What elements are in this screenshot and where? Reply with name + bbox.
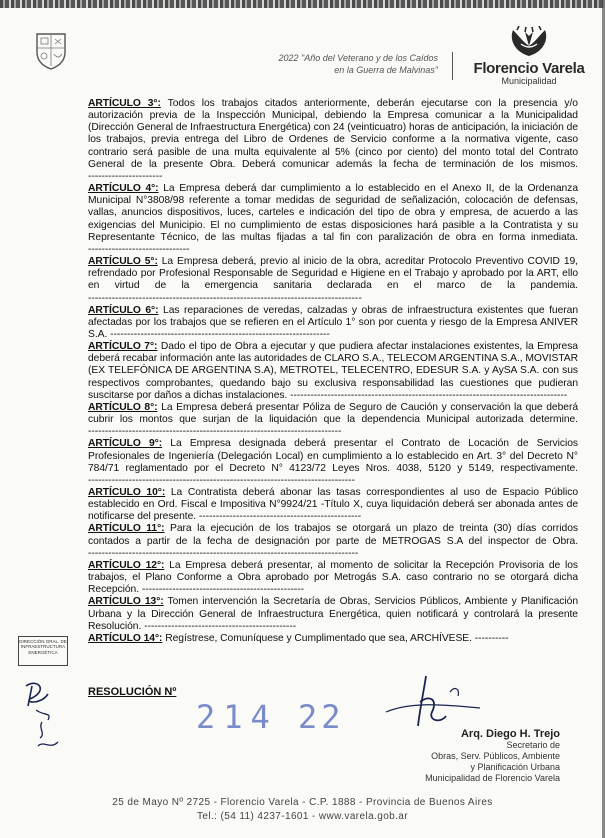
article-label: ARTÍCULO 7°: <box>88 341 158 353</box>
footer-contact: Tel.: (54 11) 4237-1601 - www.varela.gob.ar <box>196 811 408 822</box>
header-motto <box>248 52 438 76</box>
article-text: La Empresa deberá presentar, al momento de solicitar la Recepción Provisoria de los trabajos, el Plano Conforme a Obra aprobado por Metrogás S.A. caso contrario no se otorgará dicha Recepción. <box>88 559 579 596</box>
motto-line-1: 2022 "Año del Veterano y de los Caídos <box>278 53 438 63</box>
article-label: ARTÍCULO 6°: <box>88 304 159 316</box>
article-dash-fill: --------------------------------------------------------------------------------- <box>88 292 362 304</box>
article-label: ARTÍCULO 3°: <box>88 98 161 109</box>
municipal-brand <box>464 26 594 86</box>
article-label: ARTÍCULO 5°: <box>88 256 158 268</box>
flower-logo-icon <box>501 26 557 58</box>
article-label: ARTÍCULO 8°: <box>88 401 158 413</box>
article-label: ARTÍCULO 11°: <box>88 523 165 535</box>
signer-block <box>360 728 560 784</box>
handwritten-initials-icon <box>18 676 78 756</box>
article-dash-fill: ---------------------- <box>88 170 163 182</box>
article-text: La Empresa deberá dar cumplimiento a lo establecido en el Anexo II, de la Ordenanza Municipal N°3808/98 referente a tomar medidas de seguridad de señalización, colocación de defensas, vallas, anuncios dispositivos, luces, carteles e indicación del tipo de obra y empresa, de acuerdo a las exigencias del Municipio. El no cumplimiento de estas disposiciones hará pasible a la Contratista y su Representante Técnico, de las multas fijadas a tal fin con paralización de obra en forma inmediata. <box>88 183 579 243</box>
article-text: Todos los trabajos citados anteriormente, deberán ejecutarse con la presencia y/o autorización previa de la Inspección Municipal, debiendo la Empresa comunicar a la Municipalidad (Dirección General de Infraestructura Energética) con 24 (veinticuatro) horas de anticipación, la iniciación de los trabajos, previa entrega del Libro de Ordenes de Servicio conforme a la normativa vigente, caso contrario será pasible de una multa equivalente al 5% (cinco por ciento) del monto total del Contrato General de la presente Obra. Deberá comunicar además la fecha de terminación de los mismos. <box>88 98 578 170</box>
article-dash-fill: ------------------------------ <box>88 243 190 255</box>
brand-subtitle: Municipalidad <box>501 76 557 86</box>
footer-address: 25 de Mayo Nº 2725 - Florencio Varela - C.P. 1888 - Provincia de Buenos Aires <box>112 797 493 808</box>
article-label: ARTÍCULO 9°: <box>88 438 163 450</box>
article-text: Dado el tipo de Obra a ejecutar y que pudiera afectar instalaciones existentes, la Empresa deberá recabar información ante las autoridades de CLARO S.A., TELECOM ARGENTINA S.A., MOVISTAR (EX TELEFÓNICA DE ARGENTINA S.A), METROTEL, TELECENTRO, EDESUR S.A. y AySA S.A. con sus respectivos comprobantes, quedando bajo su exclusiva responsabilidad las cuestiones que pudieran suscitarse por daños a dichas instalaciones. <box>88 341 578 401</box>
scan-edge-top <box>0 0 605 8</box>
signer-role-line: y Planificación Urbana <box>470 762 560 772</box>
resolution-year-stamp: 22 <box>298 698 345 736</box>
coat-of-arms-icon <box>34 30 68 70</box>
article-dash-fill: -------------------------------------------------------------------------------- <box>88 547 359 559</box>
handwritten-signature-icon <box>380 672 500 732</box>
motto-line-2: en la Guerra de Malvinas" <box>334 65 438 75</box>
article-dash-fill: --------------------------------------------- <box>141 620 297 632</box>
signer-name: Arq. Diego H. Trejo <box>460 728 560 740</box>
article-label: ARTÍCULO 13°: <box>88 596 164 608</box>
brand-name: Florencio Varela <box>473 60 585 77</box>
signer-role-line: Obras, Serv. Públicos, Ambiente <box>431 751 560 761</box>
article-dash-fill: ------------------------------------------------------------------------------- <box>88 474 355 486</box>
article-dash-fill: --------------------------------------------------------------------------- <box>88 426 342 438</box>
article-12 <box>88 560 578 596</box>
article-label: ARTÍCULO 4°: <box>88 183 159 195</box>
article-dash-fill: ----------------------------------------------------------------- <box>107 328 330 340</box>
article-dash-fill: ------------------------------------------------ <box>196 511 362 523</box>
article-text: Tomen intervención la Secretaría de Obras, Servicios Públicos, Ambiente y Planificación Urbana y la Dirección General de Infraestructura Energética, quien notificará y controlará la presente Resolución. <box>88 596 579 632</box>
signer-role-line: Municipalidad de Florencio Varela <box>425 773 560 783</box>
article-10 <box>88 487 578 523</box>
side-stamp-line: DIRECCIÓN GRAL. DE <box>19 639 67 644</box>
resolution-label: RESOLUCIÓN Nº <box>88 686 177 698</box>
article-label: ARTÍCULO 14°: <box>88 632 163 644</box>
article-13 <box>88 596 578 632</box>
article-4 <box>88 183 578 256</box>
resolution-number-stamp: 214 <box>196 698 278 736</box>
article-9 <box>88 438 578 487</box>
article-5 <box>88 256 578 305</box>
article-text: La Contratista deberá abonar las tasas correspondientes al uso de Espacio Público establecido en Ord. Fiscal e Impositiva N°9924/21 -Título X, cuya liquidación deberá ser abonada antes de notificarse del presente. <box>88 487 578 523</box>
article-6 <box>88 305 578 341</box>
department-side-stamp <box>18 636 68 666</box>
page-footer <box>0 796 605 824</box>
header-separator <box>452 52 453 80</box>
article-11 <box>88 523 578 559</box>
side-stamp-line: INFRAESTRUCTURA <box>20 644 66 650</box>
article-3 <box>88 98 578 183</box>
article-text: Para la ejecución de los trabajos se otorgará un plazo de treinta (30) días corridos contados a partir de la fecha de designación por parte de METROGAS S.A del inspector de Obra. <box>88 523 578 547</box>
article-text: La Empresa deberá presentar Póliza de Seguro de Caución y conservación la que deberá cubrir los montos que surjan de la liquidación que la dependencia Municipal autorizada determine. <box>88 401 578 426</box>
article-8 <box>88 402 578 438</box>
article-dash-fill: ------------------------------------------------ <box>139 584 305 596</box>
article-text: Las reparaciones de veredas, calzadas y obras de infraestructura existentes que fueran afectadas por los trabajos que se refieren en el Artículo 1° son por cuenta y riesgo de la Empresa ANIVER S.A. <box>88 304 579 340</box>
article-text: La Empresa deberá, previo al inicio de la obra, acreditar Protocolo Preventivo COVID 19, refrendado por Profesional Responsable de Seguridad e Higiene en el Trabajo y aprobado por la ART, ello en virtud de la emergencia sanitaria declarada en el marco de la pandemia. <box>88 256 578 292</box>
side-stamp-line: ENERGÉTICA <box>28 649 58 655</box>
article-label: ARTÍCULO 12°: <box>88 559 165 571</box>
article-dash-fill: ---------- <box>471 632 509 644</box>
article-dash-fill: ---------------------------------------------------------------------------------- <box>287 389 568 401</box>
article-text: La Empresa designada deberá presentar el Contrato de Locación de Servicios Profesionales de Ingeniería (Delegación Local) en cumplimiento a lo establecido en Art. 3° del Decreto N° 784/71 reglamentado por el Decreto N° 4123/72 Leyes Nros. 4038, 5120 y 5149, respectivamente. <box>88 438 578 474</box>
article-label: ARTÍCULO 10°: <box>88 487 166 498</box>
resolution-articles <box>88 98 578 645</box>
article-7 <box>88 341 578 402</box>
article-14 <box>88 633 578 645</box>
signer-role-line: Secretario de <box>506 740 560 750</box>
article-text: Regístrese, Comuníquese y Cumplimentado que sea, ARCHÍVESE. <box>162 632 472 644</box>
